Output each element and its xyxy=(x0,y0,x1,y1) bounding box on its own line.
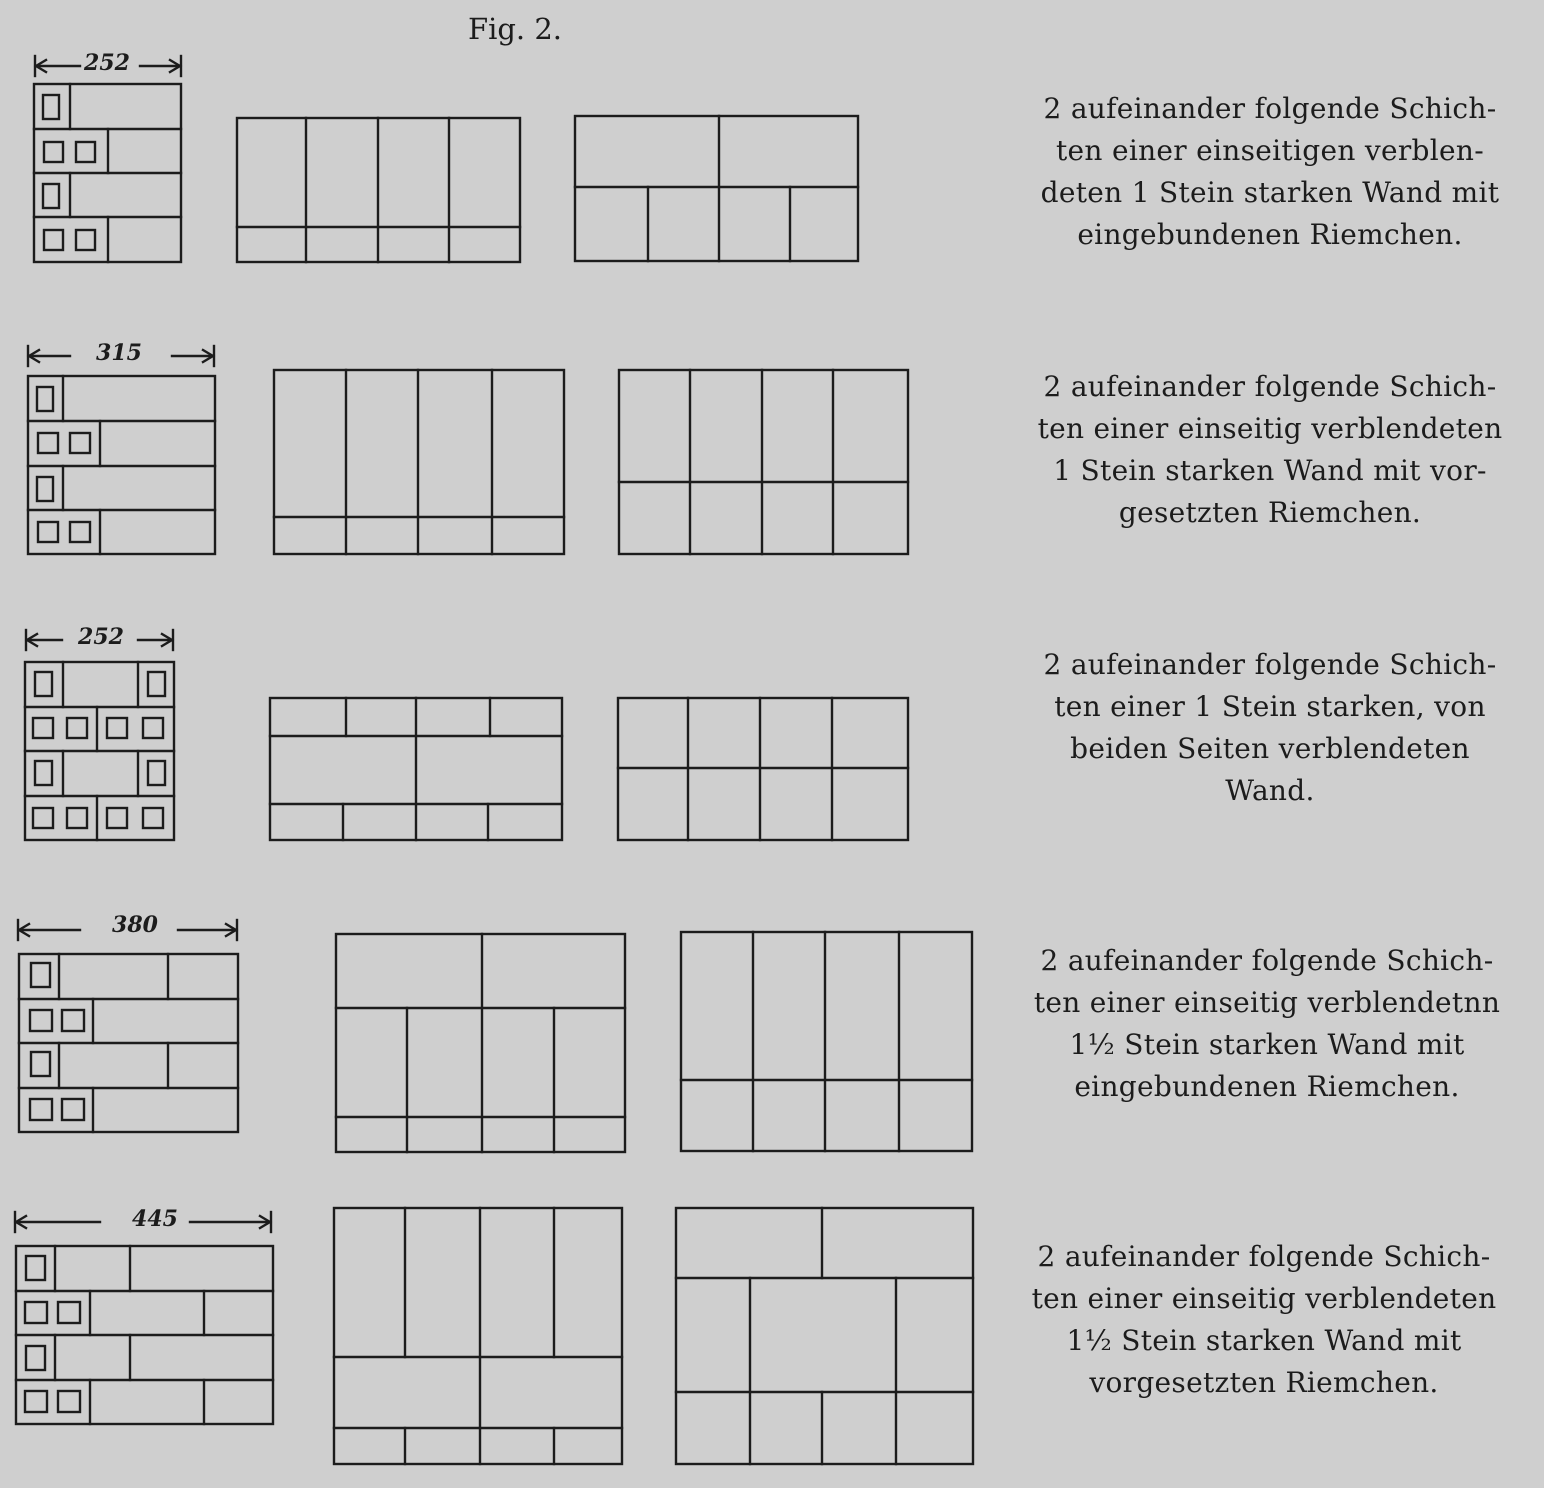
header-brick-icon xyxy=(25,1391,47,1412)
header-brick-icon xyxy=(38,522,58,542)
header-brick-icon xyxy=(107,808,127,828)
header-brick-icon xyxy=(62,1010,84,1031)
header-brick-icon xyxy=(38,433,58,453)
figure-title: Fig. 2. xyxy=(467,12,563,46)
course-view-b-row-5 xyxy=(676,1208,973,1464)
header-brick-icon xyxy=(67,718,87,738)
caption-line: ten einer 1 Stein starken, von xyxy=(1054,690,1486,723)
course-view-a-row-2 xyxy=(274,370,564,554)
header-brick-icon xyxy=(37,477,53,501)
wall-section-row-3 xyxy=(25,662,174,840)
header-brick-icon xyxy=(30,1010,52,1031)
dimension-arrow-row-3 xyxy=(26,630,173,650)
caption-line: Wand. xyxy=(1225,774,1315,807)
header-brick-icon xyxy=(58,1302,80,1323)
dimension-arrow-row-1 xyxy=(35,56,181,76)
header-brick-icon xyxy=(62,1099,84,1120)
header-brick-icon xyxy=(35,672,52,696)
header-brick-icon xyxy=(70,433,90,453)
header-brick-icon xyxy=(33,718,53,738)
dimension-arrow-row-4 xyxy=(18,920,237,940)
caption-line: vorgesetzten Riemchen. xyxy=(1089,1366,1439,1399)
caption-line: ten einer einseitig verblendetnn xyxy=(1033,986,1501,1019)
wall-section-row-1 xyxy=(34,84,181,262)
header-brick-icon xyxy=(70,522,90,542)
header-brick-icon xyxy=(107,718,127,738)
course-view-b-row-3 xyxy=(618,698,908,840)
header-brick-icon xyxy=(25,1302,47,1323)
caption-line: 1 Stein starken Wand mit vor- xyxy=(1053,454,1487,487)
header-brick-icon xyxy=(26,1256,45,1280)
header-brick-icon xyxy=(143,718,163,738)
header-brick-icon xyxy=(148,761,165,785)
header-brick-icon xyxy=(44,142,63,162)
dimension-label-row-2: 315 xyxy=(96,340,142,366)
caption-line: eingebundenen Riemchen. xyxy=(1074,1070,1460,1103)
caption-line: 1½ Stein starken Wand mit xyxy=(1069,1028,1465,1061)
caption-line: ten einer einseitig verblendeten xyxy=(1031,1282,1497,1315)
dimension-arrow-row-5 xyxy=(15,1212,271,1232)
course-view-a-row-1 xyxy=(237,118,520,262)
caption-line: gesetzten Riemchen. xyxy=(1118,496,1422,529)
dimension-label-row-1: 252 xyxy=(84,50,130,76)
header-brick-icon xyxy=(143,808,163,828)
course-view-b-row-4 xyxy=(681,932,972,1151)
dimension-label-row-3: 252 xyxy=(78,624,124,650)
header-brick-icon xyxy=(58,1391,80,1412)
header-brick-icon xyxy=(148,672,165,696)
header-brick-icon xyxy=(76,230,95,250)
caption-line: beiden Seiten verblendeten xyxy=(1070,732,1470,765)
header-brick-icon xyxy=(43,184,59,208)
header-brick-icon xyxy=(44,230,63,250)
course-view-a-row-3 xyxy=(270,698,562,840)
course-view-a-row-4 xyxy=(336,934,625,1152)
header-brick-icon xyxy=(76,142,95,162)
caption-line: ten einer einseitigen verblen- xyxy=(1056,134,1484,167)
header-brick-icon xyxy=(37,387,53,411)
caption-line: eingebundenen Riemchen. xyxy=(1077,218,1463,251)
caption-line: deten 1 Stein starken Wand mit xyxy=(1040,176,1500,209)
wall-section-row-2 xyxy=(28,376,215,554)
caption-line: 2 aufeinander folgende Schich- xyxy=(1037,1240,1491,1273)
dimension-arrow-row-2 xyxy=(28,346,214,366)
wall-section-row-5 xyxy=(16,1246,273,1424)
header-brick-icon xyxy=(43,95,59,119)
caption-line: 1½ Stein starken Wand mit xyxy=(1066,1324,1462,1357)
wall-section-row-4 xyxy=(19,954,238,1132)
header-brick-icon xyxy=(26,1346,45,1370)
header-brick-icon xyxy=(67,808,87,828)
course-view-a-row-5 xyxy=(334,1208,622,1464)
caption-line: 2 aufeinander folgende Schich- xyxy=(1043,370,1497,403)
caption-line: 2 aufeinander folgende Schich- xyxy=(1043,648,1497,681)
dimension-label-row-4: 380 xyxy=(112,912,158,938)
dimension-label-row-5: 445 xyxy=(132,1206,178,1232)
caption-line: 2 aufeinander folgende Schich- xyxy=(1043,92,1497,125)
header-brick-icon xyxy=(35,761,52,785)
course-view-b-row-1 xyxy=(575,116,858,261)
header-brick-icon xyxy=(31,963,50,987)
header-brick-icon xyxy=(30,1099,52,1120)
caption-line: 2 aufeinander folgende Schich- xyxy=(1040,944,1494,977)
caption-line: ten einer einseitig verblendeten xyxy=(1037,412,1503,445)
header-brick-icon xyxy=(33,808,53,828)
course-view-b-row-2 xyxy=(619,370,908,554)
header-brick-icon xyxy=(31,1052,50,1076)
